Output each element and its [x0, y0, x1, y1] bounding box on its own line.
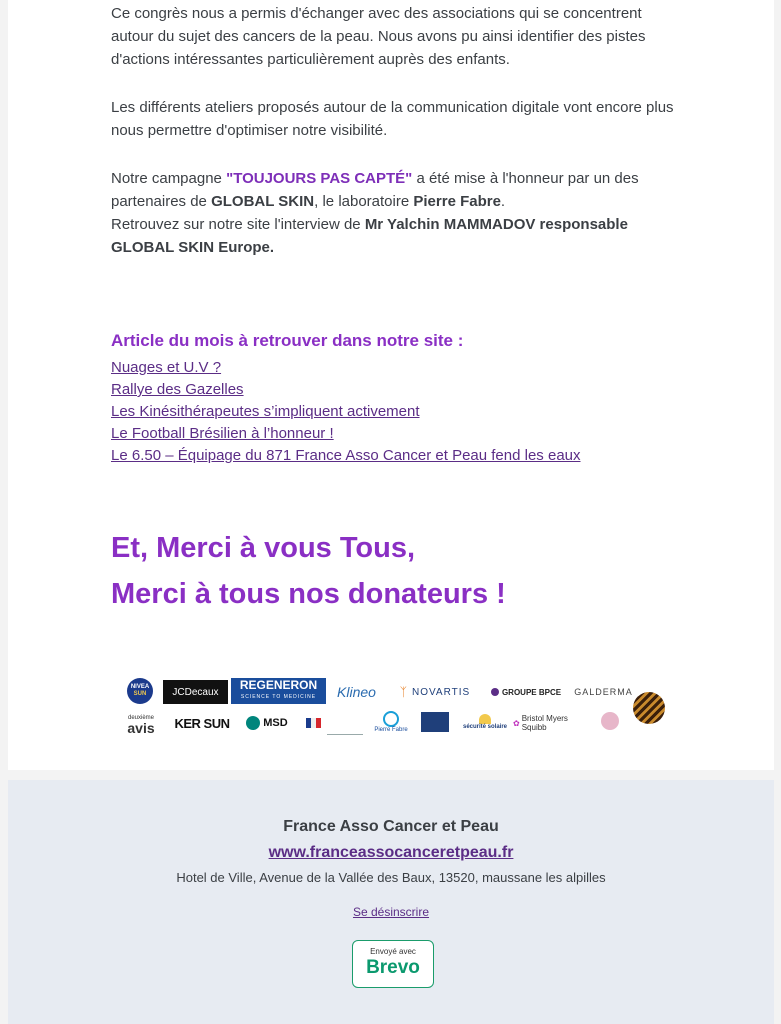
jcdecaux-logo: JCDecaux [163, 680, 228, 704]
pierre-fabre-emblem-icon [383, 711, 399, 727]
footer-unsubscribe [8, 905, 774, 919]
sent-with-label: Envoyé avec [370, 947, 416, 956]
navy-emblem-logo [421, 712, 449, 732]
securite-solaire-logo: sécurité solaire [461, 710, 509, 734]
novartis-logo: ᛉ NOVARTIS [399, 685, 471, 699]
article-link[interactable]: Le Football Brésilien à l’honneur ! [111, 425, 334, 442]
list-item [111, 401, 581, 423]
list-item [111, 379, 581, 401]
list-item [111, 357, 581, 379]
regeneron-logo: REGENERON SCIENCE TO MEDICINE [231, 678, 326, 704]
website-link[interactable]: www.franceassocanceretpeau.fr [268, 844, 514, 861]
unsubscribe-link[interactable]: Se désinscrire [352, 905, 430, 919]
paragraph-congress: Ce congrès nous a permis d'échanger avec des associations qui se concentrent autour du sujet des cancers de la peau. Nous avons pu ainsi identifier des pistes d'actions intéressantes particulièrement auprès des enfants. [111, 5, 646, 68]
striped-seal-logo [633, 692, 665, 724]
bpce-dot-icon [491, 688, 499, 696]
list-item [111, 423, 581, 445]
ker-sun-logo: KER SUN [174, 715, 230, 731]
bristol-myers-squibb-logo: ✿ Bristol Myers Squibb [513, 714, 568, 732]
brevo-logo: Brevo [366, 957, 420, 978]
novartis-flame-icon: ᛉ [399, 685, 408, 699]
sponsor-logos [121, 678, 681, 738]
republique-francaise-logo [303, 714, 323, 732]
bms-swirl-icon: ✿ [513, 718, 520, 728]
articles-heading: Article du mois à retrouver dans notre site : [111, 331, 464, 350]
pink-ribbon-logo [601, 712, 619, 730]
nivea-sun-logo: NIVEA SUN [127, 678, 153, 704]
groupe-bpce-logo: GROUPE BPCE [481, 680, 571, 704]
msd-logo: MSD [241, 712, 293, 734]
email-footer [8, 780, 774, 1024]
article-link[interactable]: Nuages et U.V ? [111, 359, 222, 376]
footer-org-name: France Asso Cancer et Peau [283, 818, 499, 835]
brevo-badge[interactable] [352, 940, 434, 988]
sun-icon [479, 714, 491, 724]
deuxieme-avis-logo: deuxième avis [127, 715, 155, 736]
campaign-name: "TOUJOURS PAS CAPTÉ" [226, 170, 413, 187]
articles-list [111, 357, 581, 467]
article-link[interactable]: Rallye des Gazelles [111, 381, 244, 398]
galderma-logo: GALDERMA [574, 687, 633, 697]
footer-address: Hotel de Ville, Avenue de la Vallée des Baux, 13520, maussane les alpilles [176, 870, 606, 885]
paragraph-workshops: Les différents ateliers proposés autour de la communication digitale vont encore plus nous permettre d'optimiser notre visibilité. [111, 99, 674, 139]
thanks-heading: Et, Merci à vous Tous, Merci à tous nos donateurs ! [111, 532, 506, 610]
email-content-card [8, 0, 774, 770]
article-link[interactable]: Le 6.50 – Équipage du 871 France Asso Cancer et Peau fend les eaux [111, 447, 581, 464]
list-item [111, 445, 581, 467]
footer-website [8, 844, 774, 862]
msd-emblem-icon [246, 716, 260, 730]
pierre-fabre-logo: Pierre Fabre [366, 708, 416, 736]
paragraph-campaign: Notre campagne "TOUJOURS PAS CAPTÉ" a été mise à l'honneur par un des partenaires de GLOBAL SKIN, le laboratoire Pierre Fabre. Retrouvez sur notre site l'interview de Mr Yalchin MAMMADOV responsable GLOBAL SKIN Europe. [111, 170, 639, 256]
article-link[interactable]: Les Kinésithérapeutes s’impliquent activement [111, 403, 420, 420]
institut-logo [327, 716, 363, 735]
klineo-logo: Klineo [337, 684, 376, 700]
